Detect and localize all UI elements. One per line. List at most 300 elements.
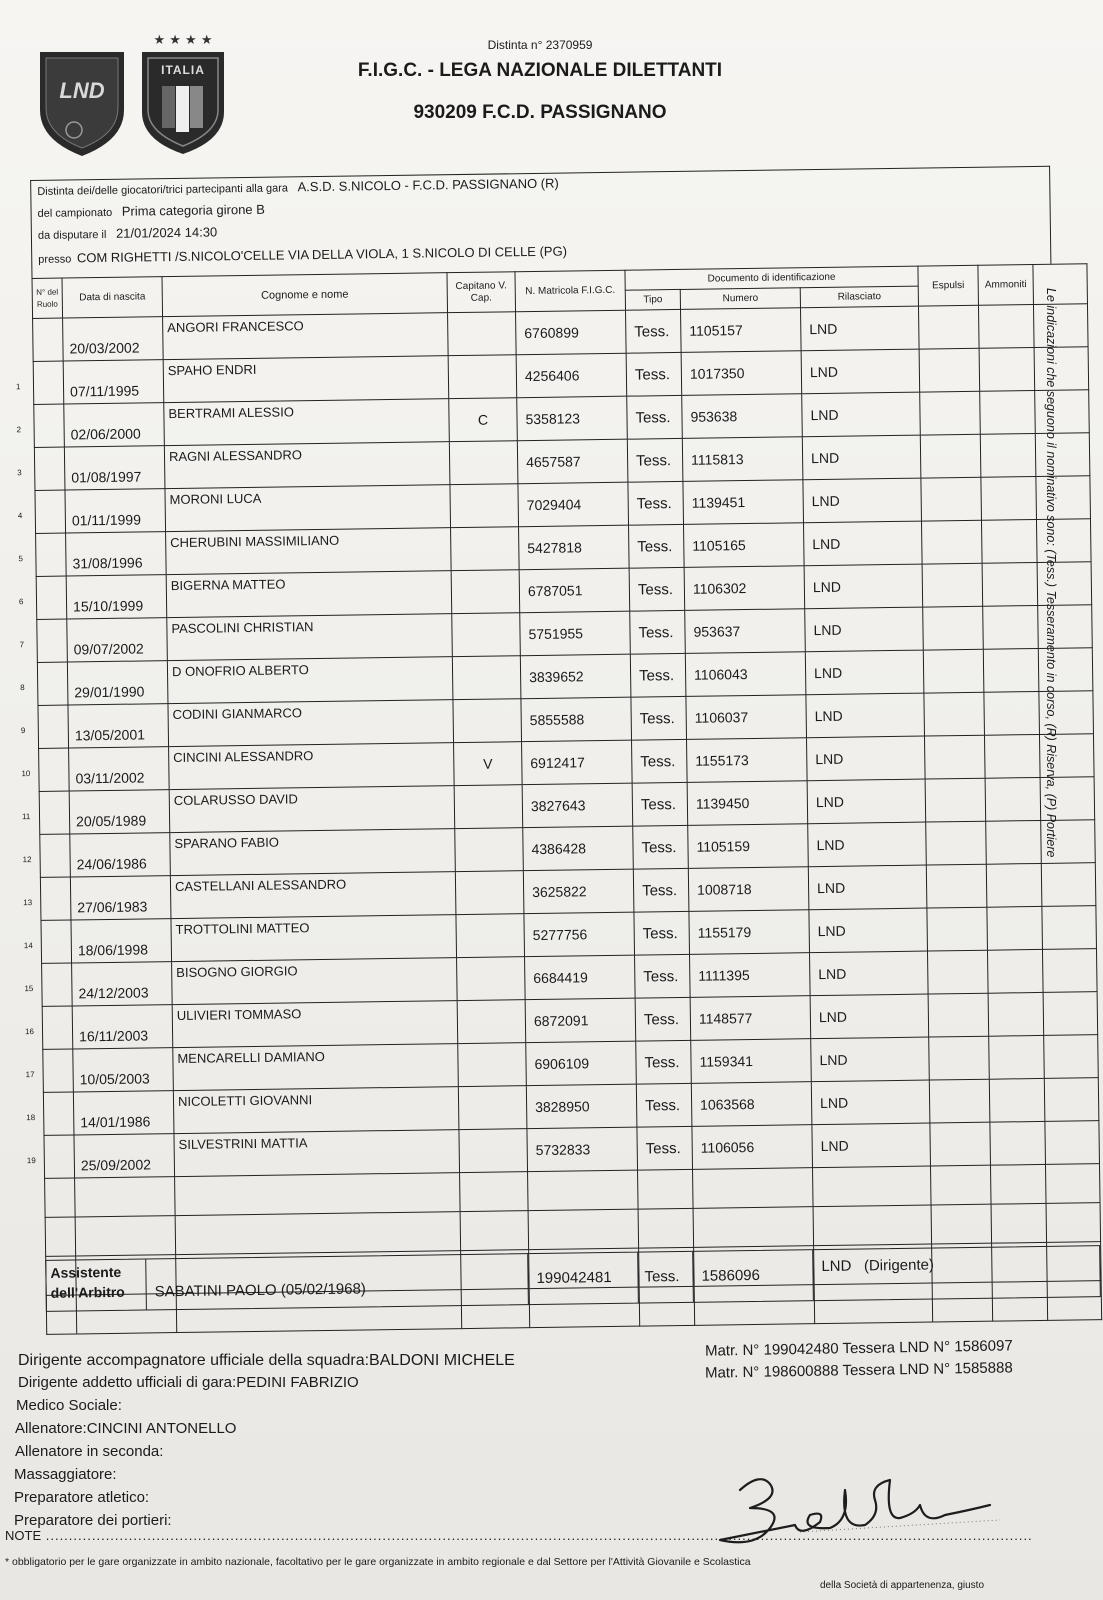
row-number: 13	[23, 898, 33, 908]
col-capitano: Capitano V. Cap.	[447, 272, 516, 313]
cell-dob: 15/10/1999	[66, 575, 167, 619]
cell-tipo: Tess.	[631, 696, 687, 740]
cell-ruolo	[21, 748, 70, 791]
cell-ruolo	[20, 705, 69, 748]
cell-ruolo	[33, 318, 64, 361]
staff-addetto: Dirigente addetto ufficiali di gara:PEDINI FABRIZIO	[18, 1374, 359, 1391]
cell-espulsi	[926, 821, 987, 865]
cell-ruolo	[24, 963, 73, 1006]
cell-ril: LND	[801, 349, 920, 394]
cell-dob: 02/06/2000	[64, 403, 165, 447]
col-documento: Documento di identificazione	[625, 266, 918, 290]
cell-dob: 18/06/1998	[71, 919, 172, 963]
cell-cap	[458, 1086, 527, 1130]
cell-mat: 5277756	[524, 912, 635, 957]
cell-espulsi	[929, 1079, 990, 1123]
col-tipo: Tipo	[625, 289, 680, 310]
cell-name: CHERUBINI MASSIMILIANO	[166, 528, 452, 575]
cell-ruolo	[26, 1092, 74, 1135]
cell-cap	[457, 1000, 526, 1044]
cell-ruolo	[24, 1006, 73, 1049]
cell-ril: LND	[810, 951, 929, 996]
footer-note: * obbligatorio per le gare organizzate in ambito nazionale, facoltativo per le gare organizzate in ambito regionale e dal Settore per l'Attività Giovanile e Scolastica	[5, 1556, 751, 1568]
cell-cap	[459, 1129, 528, 1173]
cell-espulsi	[924, 692, 985, 736]
cell-cap	[449, 441, 518, 485]
gara-line	[37, 176, 559, 198]
cell-ammoniti	[979, 347, 1035, 391]
cell-ril: LND	[811, 1037, 930, 1082]
row-number: 4	[17, 511, 23, 521]
cell-ruolo	[25, 1049, 74, 1092]
empty-cell	[460, 1172, 529, 1212]
matr-addetto: Matr. N° 198600888 Tessera LND N° 1585888	[704, 1359, 1013, 1382]
cell-num: 1155179	[689, 910, 810, 955]
cell-dob: 24/12/2003	[72, 962, 173, 1006]
col-rilasciato: Rilasciato	[800, 286, 918, 308]
cell-espulsi	[923, 649, 984, 693]
cell-num: 1105159	[688, 824, 809, 869]
cell-name: PASCOLINI CHRISTIAN	[167, 614, 453, 661]
cell-name: ULIVIERI TOMMASO	[172, 1001, 458, 1048]
cell-ammoniti	[984, 691, 1040, 735]
cell-tipo: Tess.	[629, 567, 685, 611]
col-ruolo: N° del Ruolo	[32, 278, 63, 318]
cell-cap	[455, 828, 524, 872]
cell-espulsi	[929, 1036, 990, 1080]
cell-num: 1105165	[684, 523, 805, 568]
empty-cell	[1046, 1203, 1101, 1243]
empty-cell	[528, 1209, 639, 1250]
cell-dob: 03/11/2002	[69, 747, 170, 791]
col-name: Cognome e nome	[162, 273, 448, 317]
cell-tipo: Tess.	[636, 1040, 692, 1084]
cell-cap	[452, 656, 521, 700]
cell-ammoniti	[983, 605, 1039, 649]
staff-allenatore2: Allenatore in seconda:	[15, 1443, 164, 1460]
cell-ammoniti	[986, 863, 1042, 907]
cell-mat: 6872091	[525, 998, 636, 1043]
matr-accompagnatore: Matr. N° 199042480 Tessera LND N° 1586097	[704, 1337, 1013, 1360]
cell-ril: LND	[807, 736, 926, 781]
assistant-name: SABATINI PAOLO (05/02/1968)	[154, 1280, 366, 1301]
cell-name: CODINI GIANMARCO	[168, 700, 454, 747]
cell-ammoniti	[985, 777, 1041, 821]
cell-ruolo	[17, 447, 65, 490]
empty-cell	[990, 1164, 1046, 1204]
cell-ammoniti	[987, 949, 1043, 993]
cell-dob: 09/07/2002	[67, 618, 168, 662]
cell-name: BISOGNO GIORGIO	[172, 958, 458, 1005]
cell-ammoniti	[981, 519, 1037, 563]
cell-ril: LND	[812, 1123, 931, 1168]
cell-tipo: Tess.	[632, 782, 688, 826]
cell-num: 1106056	[692, 1125, 813, 1170]
staff-massaggiatore: Massaggiatore:	[14, 1466, 117, 1483]
cell-ammoniti	[989, 1078, 1045, 1122]
cell-ruolo	[19, 619, 68, 662]
cell-ril: LND	[805, 607, 924, 652]
cell-mat: 3625822	[523, 869, 634, 914]
presso-value: COM RIGHETTI /S.NICOLO'CELLE VIA DELLA VIOLA, 1 S.NICOLO DI CELLE (PG)	[76, 243, 568, 266]
cell-ril: LND	[802, 392, 921, 437]
cell-ril: LND	[808, 865, 927, 910]
cell-extra	[1034, 347, 1089, 391]
cell-ammoniti	[986, 820, 1042, 864]
cell-num: 1159341	[691, 1039, 812, 1084]
assistant-label-1: Assistente	[50, 1263, 122, 1281]
staff-medico: Medico Sociale:	[16, 1397, 122, 1414]
cell-extra	[1044, 1035, 1099, 1079]
cell-num: 1063568	[691, 1082, 812, 1127]
cell-dob: 01/08/1997	[64, 446, 165, 490]
cell-extra	[1033, 304, 1088, 348]
players-table	[15, 263, 1103, 1335]
cell-ril: LND	[803, 478, 922, 523]
col-dob: Data di nascita	[62, 277, 163, 318]
cell-espulsi	[919, 348, 980, 392]
cell-dob: 20/03/2002	[63, 317, 164, 361]
empty-cell	[638, 1169, 694, 1209]
assistant-ril: LND (Dirigente)	[821, 1256, 935, 1276]
cell-dob: 14/01/1986	[73, 1091, 174, 1135]
cell-extra	[1045, 1121, 1100, 1165]
cell-name: BIGERNA MATTEO	[166, 571, 452, 618]
col-matricola: N. Matricola F.I.G.C.	[515, 270, 626, 312]
assistant-num: 1586096	[701, 1266, 761, 1285]
assistant-tipo: Tess.	[644, 1268, 680, 1286]
cell-num: 1115813	[682, 437, 803, 482]
cell-ruolo	[18, 533, 67, 576]
data-line	[38, 224, 218, 242]
empty-cell	[991, 1203, 1047, 1243]
players-body	[15, 304, 1102, 1335]
signature	[700, 1470, 1020, 1560]
cell-name: NICOLETTI GIOVANNI	[173, 1087, 459, 1134]
data-label: da disputare il	[37, 228, 107, 242]
empty-cell	[45, 1178, 76, 1217]
cell-extra	[1043, 992, 1098, 1036]
cell-ruolo	[15, 361, 64, 404]
cell-num: 1106037	[686, 695, 807, 740]
cell-cap	[448, 312, 517, 356]
cell-ammoniti	[980, 433, 1036, 477]
cell-ril: LND	[804, 564, 923, 609]
cell-espulsi	[927, 950, 988, 994]
row-number: 3	[17, 468, 22, 478]
cell-num: 1008718	[688, 867, 809, 912]
cell-ruolo	[17, 490, 66, 533]
cell-ammoniti	[982, 562, 1038, 606]
cell-tipo: Tess.	[630, 653, 686, 697]
cell-name: SPARANO FABIO	[170, 829, 456, 876]
assistant-num-cell	[693, 1250, 814, 1302]
cell-cap	[454, 785, 523, 829]
empty-cell	[528, 1170, 639, 1211]
cell-num: 1155173	[687, 738, 808, 783]
cell-dob: 13/05/2001	[68, 704, 169, 748]
cell-ril: LND	[811, 1080, 930, 1125]
cell-num: 1139451	[683, 480, 804, 525]
row-number: 9	[20, 726, 26, 736]
cell-ammoniti	[987, 906, 1043, 950]
cell-espulsi	[928, 993, 989, 1037]
cell-tipo: Tess.	[632, 739, 688, 783]
cell-espulsi	[918, 305, 979, 349]
cell-num: 1106302	[684, 566, 805, 611]
col-numero: Numero	[680, 288, 800, 310]
cell-cap	[457, 957, 526, 1001]
assistant-label-2: dell'Arbitro	[50, 1283, 125, 1301]
cell-name: CINCINI ALESSANDRO	[169, 743, 455, 790]
cell-espulsi	[925, 778, 986, 822]
empty-cell	[175, 1212, 461, 1255]
cell-dob: 10/05/2003	[73, 1048, 174, 1092]
empty-cell	[693, 1168, 814, 1209]
cell-mat: 6760899	[516, 310, 627, 355]
empty-cell	[930, 1165, 991, 1205]
row-number: 5	[18, 554, 23, 564]
row-number: 12	[22, 855, 32, 865]
empty-cell	[45, 1217, 76, 1256]
cell-tipo: Tess.	[633, 825, 689, 869]
distinta-number: Distinta n° 2370959	[487, 38, 593, 52]
row-number: 10	[21, 769, 31, 779]
cell-cap	[451, 527, 520, 571]
cell-tipo: Tess.	[626, 309, 682, 353]
cell-ruolo	[26, 1135, 75, 1178]
cell-ammoniti	[980, 390, 1036, 434]
empty-cell	[75, 1177, 176, 1217]
lega-title: F.I.G.C. - LEGA NAZIONALE DILETTANTI	[357, 60, 723, 81]
row-number: 2	[16, 425, 22, 435]
cell-dob: 31/08/1996	[66, 532, 167, 576]
cell-dob: 29/01/1990	[67, 661, 168, 705]
cell-ril: LND	[808, 822, 927, 867]
cell-mat: 5855588	[521, 697, 632, 742]
cell-tipo: Tess.	[633, 868, 689, 912]
cell-tipo: Tess.	[628, 481, 684, 525]
note-text: NOTE	[5, 1528, 42, 1543]
cell-mat: 4657587	[517, 439, 628, 484]
campionato-value: Prima categoria girone B	[121, 201, 265, 219]
cell-num: 953638	[682, 394, 803, 439]
assistant-name-cell	[146, 1254, 529, 1309]
match-form	[15, 155, 1101, 1345]
cell-extra	[1035, 390, 1090, 434]
cell-ammoniti	[988, 992, 1044, 1036]
cell-num: 1148577	[690, 996, 811, 1041]
cell-dob: 16/11/2003	[72, 1005, 173, 1049]
col-extra	[1033, 264, 1088, 305]
empty-cell	[75, 1216, 176, 1256]
staff-allenatore: Allenatore:CINCINI ANTONELLO	[15, 1420, 237, 1437]
cell-tipo: Tess.	[627, 395, 683, 439]
cell-mat: 5732833	[527, 1127, 638, 1172]
row-number: 11	[21, 812, 31, 822]
assistant-mat: 199042481	[536, 1268, 612, 1288]
cell-num: 1106043	[685, 652, 806, 697]
cell-ammoniti	[978, 305, 1034, 349]
presso-label: presso	[38, 253, 72, 266]
cell-mat: 6684419	[525, 955, 636, 1000]
cell-ammoniti	[989, 1035, 1045, 1079]
cell-tipo: Tess.	[630, 610, 686, 654]
row-number: 18	[26, 1113, 36, 1123]
campionato-label: del campionato	[37, 206, 113, 220]
cell-name: ANGORI FRANCESCO	[163, 313, 449, 360]
cell-cap: V	[454, 742, 523, 786]
italia-logo-text: ITALIA	[161, 63, 205, 77]
cell-mat: 3839652	[520, 654, 631, 699]
cell-mat: 4386428	[523, 826, 634, 871]
cell-espulsi	[924, 735, 985, 779]
cell-dob: 01/11/1999	[65, 489, 166, 533]
cell-tipo: Tess.	[634, 911, 690, 955]
assistant-label-cell	[46, 1259, 147, 1310]
cell-ril: LND	[806, 693, 925, 738]
empty-cell	[460, 1211, 529, 1251]
cell-cap	[451, 570, 520, 614]
assistant-mat-cell	[528, 1253, 639, 1305]
row-number: 7	[19, 640, 25, 650]
cell-ruolo	[21, 791, 70, 834]
row-number: 6	[18, 597, 24, 607]
cell-cap	[452, 613, 521, 657]
cell-ril: LND	[802, 435, 921, 480]
cell-cap	[456, 914, 525, 958]
cell-tipo: Tess.	[626, 352, 682, 396]
empty-cell	[813, 1166, 932, 1207]
cell-mat: 6912417	[522, 740, 633, 785]
cell-cap	[448, 355, 517, 399]
cell-mat: 6787051	[519, 568, 630, 613]
staff-accompagnatore: Dirigente accompagnatore ufficiale della squadra:BALDONI MICHELE	[18, 1352, 515, 1369]
cell-name: SPAHO ENDRI	[163, 356, 449, 403]
cell-ril: LND	[804, 521, 923, 566]
staff-prep-portieri: Preparatore dei portieri:	[14, 1512, 172, 1529]
cell-ril: LND	[807, 779, 926, 824]
cell-num: 1139450	[687, 781, 808, 826]
cell-cap	[453, 699, 522, 743]
cell-tipo: Tess.	[635, 997, 691, 1041]
cell-name: COLARUSSO DAVID	[169, 786, 455, 833]
staff-prep-atletico: Preparatore atletico:	[14, 1489, 150, 1506]
cell-mat: 4256406	[516, 353, 627, 398]
cell-name: MENCARELLI DAMIANO	[173, 1044, 459, 1091]
cell-mat: 6906109	[526, 1041, 637, 1086]
col-espulsi: Espulsi	[918, 265, 979, 306]
cell-num: 953637	[685, 609, 806, 654]
cell-ruolo	[18, 576, 67, 619]
cell-name: D ONOFRIO ALBERTO	[167, 657, 453, 704]
cell-ril: LND	[805, 650, 924, 695]
cell-ammoniti	[983, 648, 1039, 692]
footer-note-2: della Società di appartenenza, giusto	[820, 1580, 985, 1591]
cell-espulsi	[923, 606, 984, 650]
cell-dob: 27/06/1983	[70, 876, 171, 920]
cell-espulsi	[926, 864, 987, 908]
gara-value: A.S.D. S.NICOLO - F.C.D. PASSIGNANO (R)	[297, 175, 559, 195]
gara-label: Distinta dei/delle giocatori/trici partecipanti alla gara	[37, 182, 289, 198]
cell-dob: 25/09/2002	[74, 1134, 175, 1178]
cell-dob: 07/11/1995	[63, 360, 164, 404]
cell-ammoniti	[981, 476, 1037, 520]
assistant-tipo-cell	[638, 1252, 694, 1303]
cell-ruolo	[22, 834, 71, 877]
cell-name: CASTELLANI ALESSANDRO	[170, 872, 456, 919]
row-number: 1	[15, 382, 21, 392]
cell-mat: 5427818	[519, 525, 630, 570]
campionato-line	[37, 202, 264, 220]
cell-extra	[1044, 1078, 1099, 1122]
row-number: 14	[23, 941, 33, 951]
club-title: 930209 F.C.D. PASSIGNANO	[413, 102, 667, 123]
cell-mat: 5358123	[517, 396, 628, 441]
cell-mat: 3828950	[526, 1084, 637, 1129]
cell-ril: LND	[800, 306, 919, 351]
empty-cell	[638, 1208, 694, 1248]
cell-tipo: Tess.	[636, 1083, 692, 1127]
cell-mat: 3827643	[522, 783, 633, 828]
row-number: 8	[20, 683, 25, 693]
stars-icon: ★ ★ ★ ★	[153, 33, 213, 48]
cell-espulsi	[927, 907, 988, 951]
presso-line	[38, 244, 567, 266]
empty-cell	[931, 1204, 992, 1244]
empty-cell	[175, 1173, 461, 1216]
cell-espulsi	[920, 391, 981, 435]
cell-tipo: Tess.	[637, 1126, 693, 1170]
cell-ril: LND	[809, 908, 928, 953]
cell-ammoniti	[990, 1121, 1046, 1165]
cell-ruolo	[16, 404, 65, 447]
cell-name: TROTTOLINI MATTEO	[171, 915, 457, 962]
cell-espulsi	[922, 563, 983, 607]
cell-mat: 5751955	[520, 611, 631, 656]
row-number: 17	[25, 1070, 35, 1080]
empty-cell	[693, 1207, 814, 1248]
cell-name: RAGNI ALESSANDRO	[164, 442, 450, 489]
cell-espulsi	[921, 520, 982, 564]
cell-mat: 7029404	[518, 482, 629, 527]
lnd-logo-text: LND	[59, 78, 105, 103]
figc-italia-logo	[136, 28, 230, 156]
cell-espulsi	[921, 477, 982, 521]
cell-tipo: Tess.	[635, 954, 691, 998]
data-value: 21/01/2024 14:30	[115, 224, 218, 241]
cell-ruolo	[20, 662, 68, 705]
side-note: Le indicazioni che seguono il nominativo sono: (Tess.) Tesseramento in corso, (R) Riserva, (P) Portiere	[1044, 288, 1058, 858]
cell-cap	[458, 1043, 527, 1087]
cell-name: MORONI LUCA	[165, 485, 451, 532]
cell-cap: C	[449, 398, 518, 442]
row-number: 15	[24, 984, 34, 994]
cell-num: 1105157	[681, 308, 802, 353]
cell-num: 1111395	[690, 953, 811, 998]
cell-espulsi	[920, 434, 981, 478]
cell-dob: 24/06/1986	[70, 833, 171, 877]
row-number: 19	[26, 1156, 36, 1166]
note-label: NOTE ......................................................................................................................................................................................................................	[5, 1528, 1033, 1543]
match-info	[30, 166, 1051, 278]
col-ammoniti: Ammoniti	[978, 265, 1034, 306]
cell-tipo: Tess.	[627, 438, 683, 482]
cell-name: BERTRAMI ALESSIO	[164, 399, 450, 446]
cell-dob: 20/05/1989	[69, 790, 170, 834]
empty-cell	[813, 1205, 932, 1246]
cell-ril: LND	[810, 994, 929, 1039]
